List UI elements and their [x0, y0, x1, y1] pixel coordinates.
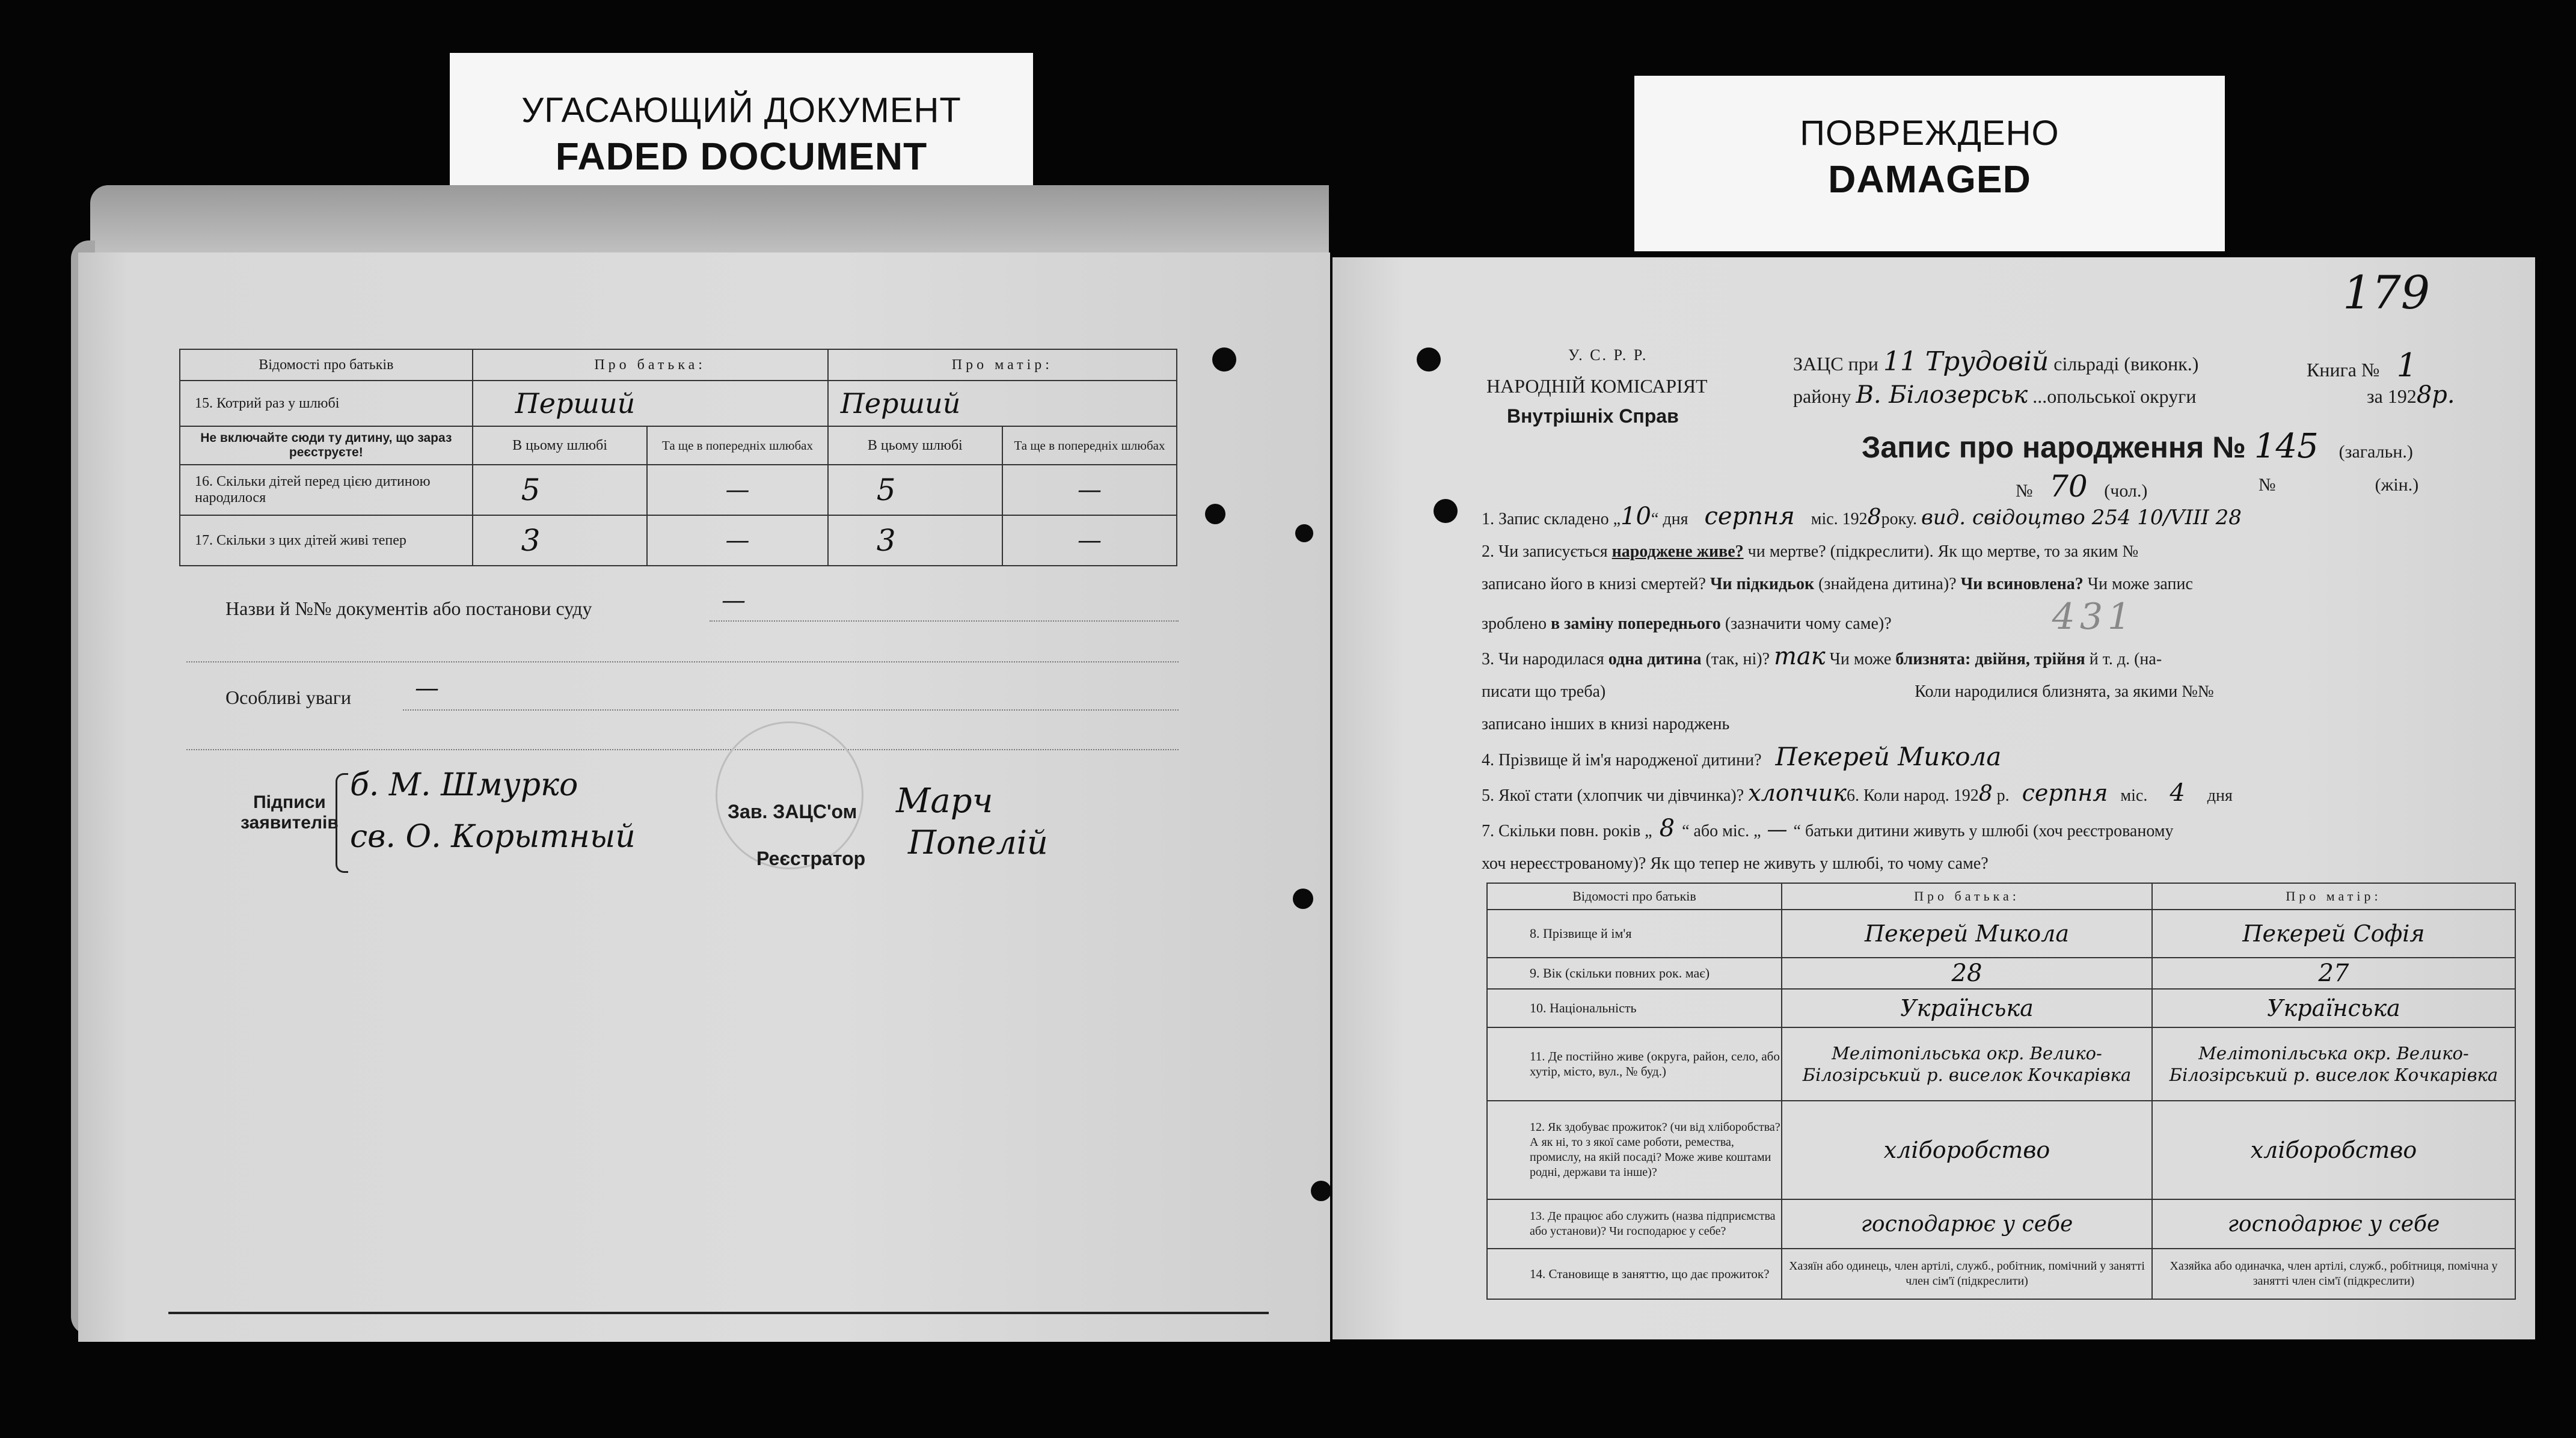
question-3 [1482, 640, 2516, 676]
row13-mother: господарює у себе [2152, 1199, 2515, 1249]
signatures-label-line1: Підписи [253, 792, 326, 812]
q2-line2-c: (знайдена дитина)? [1818, 575, 1957, 593]
father-sub-in-marriage: В цьому шлюбі [473, 426, 648, 465]
head-zags-signature: Марч [896, 782, 993, 821]
record-title [1862, 427, 2413, 466]
question-1 [1482, 500, 2516, 536]
q2-text-alive: народжене живе? [1612, 542, 1744, 561]
q2-line3-replacement: в заміну попереднього [1551, 614, 1721, 633]
book-number [2307, 346, 2417, 384]
signatures-brace [336, 773, 348, 873]
q7-text-a: 7. Скільки повн. років „ [1482, 822, 1652, 840]
q2-margin-number: 431 [2052, 596, 2136, 638]
q6-dnya: дня [2207, 786, 2233, 805]
registrar-signature: Попелій [908, 824, 1048, 861]
q7-years: 8 [1659, 815, 1675, 842]
q3-text-c: (так, ні)? [1705, 650, 1770, 669]
row11-father: Мелітопільська окр. Велико-Білозірський р. виселок Кочкарівка [1782, 1027, 2152, 1101]
record-number: 145 [2254, 427, 2319, 466]
male-number: 70 [2049, 469, 2088, 504]
notes-rule [403, 709, 1179, 711]
row14-mother: Хазяйка або одиначка, член артілі, служб., робітниця, помічна у занятті член сім'ї (підкреслити) [2152, 1249, 2515, 1299]
question-7 [1482, 812, 2516, 848]
question-4 [1482, 741, 2516, 777]
district-suffix: ...опольської округи [2032, 385, 2197, 407]
q1-certificate-note: вид. свідоцтво 254 10/VIII 28 [1921, 506, 2242, 530]
question-5-6 [1482, 777, 2516, 812]
row17-father-previous: — [647, 515, 827, 566]
binding-hole [1212, 347, 1236, 372]
right-page [1332, 257, 2535, 1339]
row17-father-current: 3 [473, 515, 648, 566]
row17-label: 17. Скільки з цих дітей живі тепер [180, 515, 473, 566]
q6-day: 4 [2170, 779, 2185, 807]
applicant-signature-1: б. М. Шмурко [350, 767, 578, 803]
q2-line3-a: зроблено [1482, 614, 1547, 633]
row14-label: 14. Становище в заняттю, що дає прожиток? [1487, 1249, 1782, 1299]
zags-prefix: ЗАЦС при [1793, 353, 1878, 375]
district-prefix: району [1793, 385, 1851, 407]
questions-block [1482, 500, 2516, 880]
row11-label: 11. Де постійно живе (округа, район, село, або хутір, місто, вул., № буд.) [1487, 1027, 1782, 1101]
row16-mother-previous: — [1002, 465, 1177, 515]
row16-mother-current: 5 [828, 465, 1002, 515]
q6-month: серпня [2022, 780, 2108, 806]
row15-label: 15. Котрий раз у шлюбі [180, 381, 473, 426]
left-parents-table [179, 349, 1177, 566]
binding-hole [1295, 524, 1313, 542]
row9-label: 9. Вік (скільки повних рок. має) [1487, 958, 1782, 989]
row8-mother: Пекерей Софія [2152, 910, 2515, 958]
row9-father: 28 [1782, 958, 2152, 989]
documents-rule [710, 620, 1179, 622]
q6-label: 6. Коли народ. 192 [1846, 786, 1979, 805]
q2-text-a: 2. Чи записується [1482, 542, 1608, 561]
row12-mother: хліборобство [2152, 1101, 2515, 1199]
row10-mother: Українська [2152, 989, 2515, 1027]
left-table-head-father: Про батька: [473, 349, 828, 381]
left-table-head-info: Відомості про батьків [180, 349, 473, 381]
question-3-line2 [1482, 676, 2516, 708]
row10-label: 10. Національність [1487, 989, 1782, 1027]
warning-label: Не включайте сюди ту дитину, що зараз реєструєте! [180, 426, 473, 465]
notes-rule-2 [186, 749, 1179, 750]
documents-label: Назви й №№ документів або постанови суду [225, 598, 592, 619]
q1-day: 10 [1621, 503, 1651, 530]
row15-mother: Перший [828, 381, 1177, 426]
q2-line3-c: (зазначити чому саме)? [1725, 614, 1892, 633]
binding-hole [1417, 347, 1441, 372]
q5-sex: хлопчик [1748, 780, 1847, 806]
zags-village: 11 Трудовій [1883, 346, 2049, 377]
row13-label: 13. Де працює або служить (назва підприємства або установи)? Чи господарює у себе? [1487, 1199, 1782, 1249]
father-sub-previous: Та ще в попередніх шлюбах [647, 426, 827, 465]
right-table-head-info: Відомості про батьків [1487, 883, 1782, 910]
question-7-line2: хоч нереєстрованому)? Як що тепер не живуть у шлюбі, то чому саме? [1482, 854, 1989, 873]
row8-label: 8. Прізвище й ім'я [1487, 910, 1782, 958]
q6-mis: міс. [2120, 786, 2148, 805]
q3-text-single: одна дитина [1608, 650, 1702, 669]
district-line [1793, 381, 2196, 409]
mother-sub-in-marriage: В цьому шлюбі [828, 426, 1002, 465]
row9-mother: 27 [2152, 958, 2515, 989]
female-label: (жін.) [2375, 475, 2419, 495]
q1-text-c: міс. 192 [1811, 510, 1868, 528]
q2-line2-adopted: Чи всиновлена? [1960, 575, 2084, 593]
male-number-prefix: № [2016, 481, 2033, 501]
faded-label-en: FADED DOCUMENT [555, 135, 928, 178]
female-number-line [2259, 475, 2418, 495]
row13-father: господарює у себе [1782, 1199, 2152, 1249]
q1-text-a: 1. Запис складено „ [1482, 510, 1621, 528]
damaged-label-en: DAMAGED [1828, 158, 2031, 201]
damaged-label-ru: ПОВРЕЖДЕНО [1800, 114, 2059, 153]
commissariat-line2: Внутрішніх Справ [1507, 405, 1679, 427]
record-total-label: (загальн.) [2338, 442, 2413, 462]
q3-line2-a: писати що треба) [1482, 682, 1606, 701]
left-bottom-rule [168, 1312, 1269, 1314]
q5-label: 5. Якої стати (хлопчик чи дівчинка)? [1482, 786, 1744, 805]
q2-text-c: чи мертве? (підкреслити). Як що мертве, то за яким № [1747, 542, 2139, 561]
head-zags-label: Зав. ЗАЦС'ом [728, 801, 857, 822]
documents-rule-2 [186, 661, 1179, 662]
mother-sub-previous: Та ще в попередніх шлюбах [1002, 426, 1177, 465]
zags-suffix: сільраді (виконк.) [2053, 353, 2199, 375]
damaged-label [1634, 76, 2225, 251]
record-title-label: Запис про народження № [1862, 430, 2246, 464]
q7-months: — [1767, 818, 1788, 842]
q2-line2-a: записано його в книзі смертей? [1482, 575, 1706, 593]
signatures-label-line2: заявителів [241, 813, 339, 833]
row16-father-previous: — [647, 465, 827, 515]
row11-mother: Мелітопільська окр. Велико-Білозірський р. виселок Кочкарівка [2152, 1027, 2515, 1101]
q6-year: 8 [1978, 782, 1993, 806]
row14-father: Хазяїн або одинець, член артілі, служб., робітник, помічний у занятті член сім'ї (підкреслити) [1782, 1249, 2152, 1299]
usrr-header: У. С. Р. Р. [1568, 346, 1648, 364]
q1-text-b: “ дня [1651, 510, 1688, 528]
q7-text-b: “ або міс. „ [1682, 822, 1761, 840]
q1-month: серпня [1704, 503, 1795, 530]
row10-father: Українська [1782, 989, 2152, 1027]
faded-label-ru: УГАСАЮЩИЙ ДОКУМЕНТ [521, 91, 961, 130]
row15-father: Перший [473, 381, 828, 426]
question-2-line2 [1482, 568, 2516, 601]
applicant-signature-2: св. О. Корытный [350, 819, 636, 855]
folio-number: 179 [2343, 266, 2430, 319]
row12-father: хліборобство [1782, 1101, 2152, 1199]
binding-hole [1205, 504, 1225, 524]
q3-text-a: 3. Чи народилася [1482, 650, 1604, 669]
year-line [2367, 381, 2455, 409]
notes-label: Особливі уваги [225, 687, 352, 708]
zags-line [1793, 346, 2198, 377]
male-label: (чол.) [2104, 481, 2148, 501]
year-label: за 192 [2367, 385, 2417, 407]
q3-text-twins: близнята: двійня, трійня [1895, 650, 2085, 669]
right-table-head-mother: Про матір: [2152, 883, 2515, 910]
question-3-line3: записано інших в книзі народжень [1482, 715, 1730, 733]
q1-text-d: року. [1881, 510, 1917, 528]
q4-child-name: Пекерей Микола [1775, 742, 2002, 771]
row12-label: 12. Як здобуває прожиток? (чи від хліборобства? А як ні, то з якої саме роботи, ремества, промислу, на якій посаді? Може живе коштами родні, держави та інше)? [1487, 1101, 1782, 1199]
book-label: Книга № [2307, 359, 2380, 381]
signatures-label [241, 792, 339, 833]
documents-value: — [722, 587, 746, 614]
q7-text-c: “ батьки дитини живуть у шлюбі (хоч реєстрованому [1793, 822, 2174, 840]
q6-r: р. [1996, 786, 2010, 805]
q3-text-d: Чи може [1829, 650, 1892, 669]
binding-hole [1311, 1181, 1331, 1201]
female-number-prefix: № [2259, 475, 2276, 495]
q2-line2-foundling: Чи підкидьок [1710, 575, 1815, 593]
notes-value: — [415, 675, 439, 702]
q3-text-f: й т. д. (на- [2089, 650, 2162, 669]
q3-answer: так [1774, 643, 1826, 670]
binding-hole [1434, 499, 1458, 523]
row17-mother-previous: — [1002, 515, 1177, 566]
row16-label: 16. Скільки дітей перед цією дитиною народилося [180, 465, 473, 515]
registrar-label: Реєстратор [756, 848, 866, 869]
q4-label: 4. Прізвище й ім'я народженої дитини? [1482, 751, 1762, 769]
binding-hole [1293, 889, 1313, 909]
commissariat-line1: НАРОДНІЙ КОМІСАРІЯТ [1486, 375, 1708, 397]
district-value: В. Білозерськ [1856, 381, 2028, 409]
left-page [78, 252, 1330, 1342]
q3-line2-b: Коли народилися близнята, за якими №№ [1915, 682, 2214, 701]
male-number-line [2016, 469, 2147, 504]
question-2 [1482, 536, 2516, 568]
year-value: 8р. [2416, 381, 2455, 409]
left-table-head-mother: Про матір: [828, 349, 1177, 381]
right-parents-table [1486, 883, 2516, 1300]
right-table-head-father: Про батька: [1782, 883, 2152, 910]
row8-father: Пекерей Микола [1782, 910, 2152, 958]
book-value: 1 [2396, 346, 2417, 384]
q2-line2-e: Чи може запис [2087, 575, 2193, 593]
row17-mother-current: 3 [828, 515, 1002, 566]
row16-father-current: 5 [473, 465, 648, 515]
question-2-line3 [1482, 596, 2516, 640]
q1-year: 8 [1867, 505, 1881, 530]
